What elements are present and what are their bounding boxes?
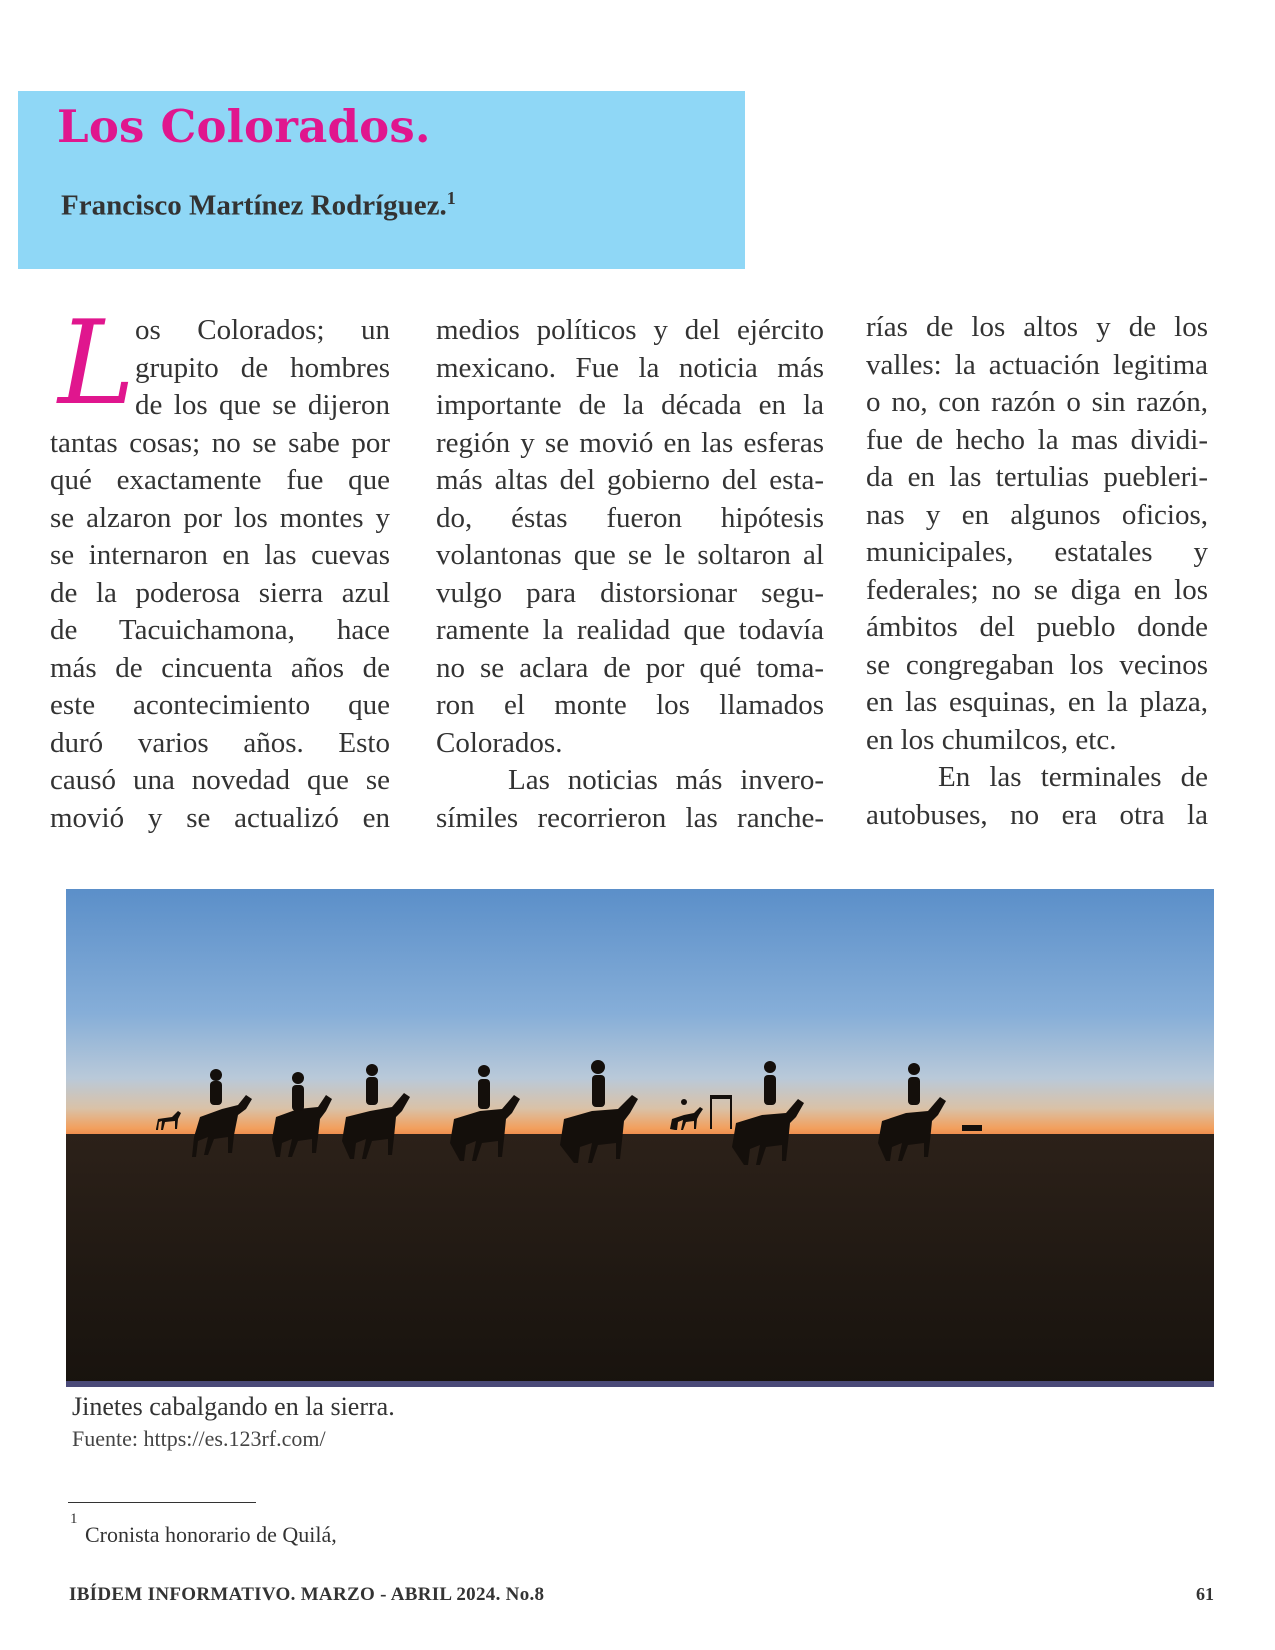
text-line: tantas cosas; no se sabe por	[50, 426, 390, 459]
text-line: se alzaron por los montes y	[50, 501, 390, 534]
text-line: valles: la actuación legitima	[866, 348, 1208, 381]
footnote-text: Cronista honorario de Quilá,	[85, 1522, 337, 1547]
text-line: fue de hecho la mas dividi-	[866, 423, 1208, 456]
text-line: en los chumilcos, etc.	[866, 723, 1117, 756]
author-name: Francisco Martínez Rodríguez.	[61, 189, 447, 222]
text-column-3	[866, 309, 1208, 834]
text-line: o no, con razón o sin razón,	[866, 386, 1208, 418]
text-line: Colorados.	[436, 726, 563, 759]
text-line: volantonas que se le soltaron al	[436, 539, 824, 571]
text-line: rías de los altos y de los	[866, 311, 1208, 343]
text-line: federales; no se diga en los	[866, 573, 1208, 606]
text-line: de la poderosa sierra azul	[50, 576, 390, 609]
text-line: do, éstas fueron hipótesis	[436, 501, 824, 534]
text-line: se internaron en las cuevas	[50, 539, 390, 571]
text-line: no se aclara de por qué toma-	[436, 651, 824, 684]
text-line: ámbitos del pueblo donde	[866, 611, 1208, 643]
text-line: Las noticias más invero-	[508, 764, 824, 796]
page-number: 61	[1196, 1584, 1214, 1604]
figure-caption: Jinetes cabalgando en la sierra.	[72, 1392, 395, 1421]
text-line: nas y en algunos oficios,	[866, 498, 1208, 531]
text-line: duró varios años. Esto	[50, 726, 390, 759]
text-line: mexicano. Fue la noticia más	[436, 351, 824, 384]
text-line: vulgo para distorsionar segu-	[436, 576, 824, 609]
author-footnote-mark: 1	[446, 188, 456, 208]
text-line: de los que se dijeron	[135, 389, 390, 421]
text-line: movió y se actualizó en	[50, 801, 390, 834]
article-author	[61, 188, 456, 223]
text-line: se congregaban los vecinos	[866, 648, 1208, 681]
sunset-riders-photo	[66, 889, 1214, 1387]
text-line: importante de la década en la	[436, 389, 824, 421]
text-line: En las terminales de	[938, 761, 1208, 793]
text-line: qué exactamente fue que	[50, 464, 390, 496]
text-line: símiles recorrieron las ranche-	[436, 801, 824, 834]
text-line: grupito de hombres	[135, 351, 390, 384]
footnote-divider	[68, 1502, 256, 1503]
figure-source: Fuente: https://es.123rf.com/	[72, 1426, 326, 1451]
text-line: municipales, estatales y	[866, 536, 1208, 568]
text-line: de Tacuichamona, hace	[50, 614, 390, 646]
text-line: ramente la realidad que todavía	[436, 614, 824, 646]
text-line: causó una novedad que se	[50, 764, 390, 796]
text-line: más de cincuenta años de	[50, 651, 390, 684]
text-line: más altas del gobierno del esta-	[436, 464, 824, 496]
text-line: en las esquinas, en la plaza,	[866, 686, 1208, 718]
text-column-1	[50, 312, 390, 837]
publication-footer: IBÍDEM INFORMATIVO. MARZO - ABRIL 2024. No.8	[69, 1584, 545, 1605]
text-line: os Colorados; un	[135, 314, 390, 346]
text-line: ron el monte los llamados	[436, 689, 824, 721]
text-line: este acontecimiento que	[50, 689, 390, 721]
text-line: medios políticos y del ejército	[436, 314, 824, 346]
text-line: autobuses, no era otra la	[866, 798, 1208, 831]
drop-cap: L	[58, 296, 136, 431]
footnote-number: 1	[70, 1511, 78, 1527]
text-column-2	[436, 312, 824, 837]
text-line: da en las tertulias puebleri-	[866, 461, 1208, 493]
article-title: Los Colorados.	[57, 100, 431, 153]
photo-illustration	[66, 889, 1214, 1387]
text-line: región y se movió en las esferas	[436, 426, 824, 459]
